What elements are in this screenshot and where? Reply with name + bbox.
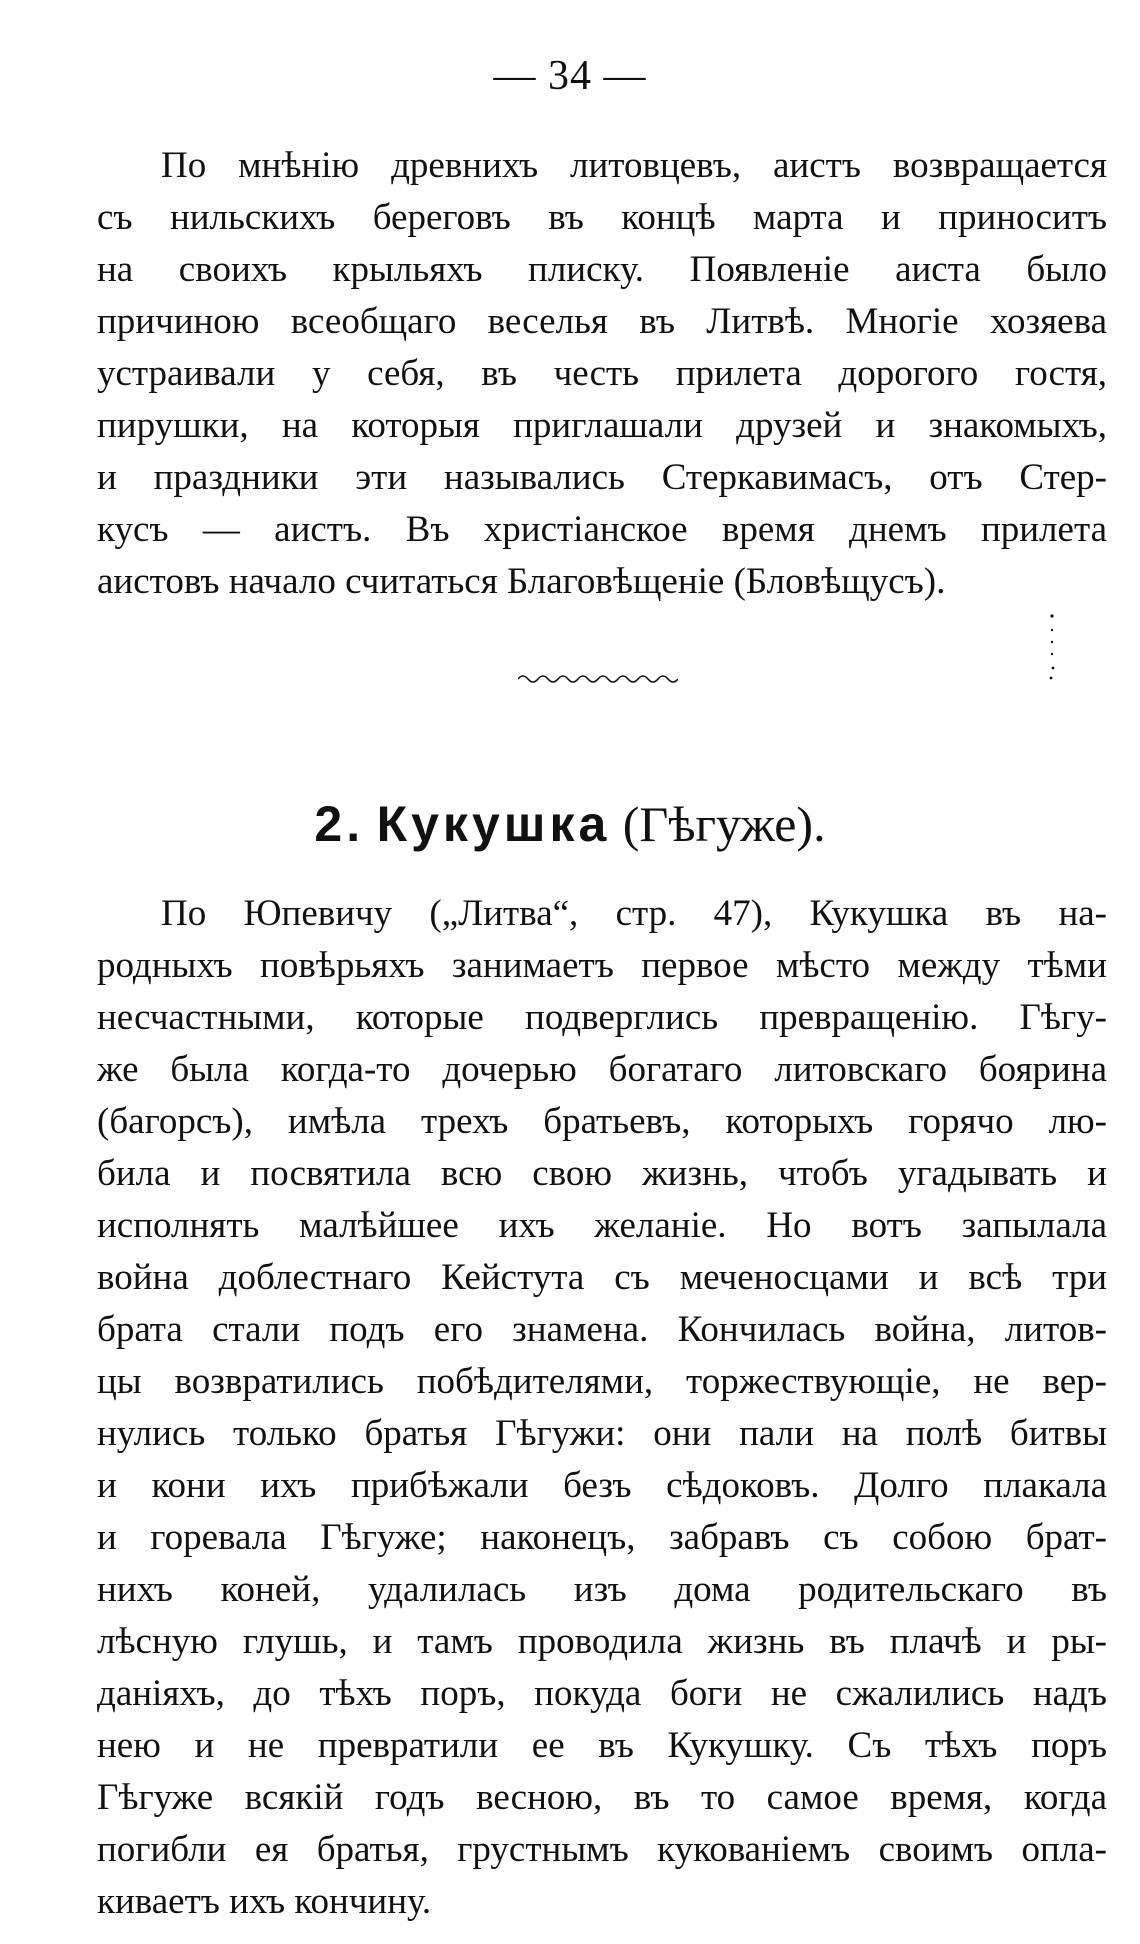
text-line: родныхъ повѣрьяхъ занимаетъ первое мѣсто между тѣми [97, 945, 1107, 986]
text-line: и кони ихъ прибѣжали безъ сѣдоковъ. Долго плакала [97, 1465, 1107, 1506]
text-line: Гѣгуже всякій годъ весною, въ то самое время, когда [97, 1777, 1107, 1818]
paragraph-storks [97, 140, 1107, 608]
text-line: съ нильскихъ береговъ въ концѣ марта и приноситъ [97, 197, 1107, 238]
text-line: устраивали у себя, въ честь прилета дорогого гостя, [97, 353, 1107, 394]
text-line: киваетъ ихъ кончину. [97, 1881, 432, 1922]
section-number: 2. [314, 796, 365, 852]
text-line: лѣсную глушь, и тамъ проводила жизнь въ плачѣ и ры- [97, 1621, 1107, 1662]
section-subtitle: (Гѣгуже). [622, 796, 826, 852]
text-line: и праздники эти назывались Стеркавимасъ, отъ Стер- [97, 457, 1107, 498]
text-line: пирушки, на которыя приглашали друзей и знакомыхъ, [97, 405, 1107, 446]
text-line: нихъ коней, удалилась изъ дома родительскаго въ [97, 1569, 1107, 1610]
text-line: била и посвятила всю свою жизнь, чтобъ угадывать и [97, 1153, 1107, 1194]
text-line: исполнять малѣйшее ихъ желаніе. Но вотъ запылала [97, 1205, 1107, 1246]
text-line: цы возвратились побѣдителями, торжествующіе, не вер- [97, 1361, 1107, 1402]
text-line: причиною всеобщаго веселья въ Литвѣ. Многіе хозяева [97, 301, 1107, 342]
text-line: война доблестнаго Кейстута съ меченосцами и всѣ три [97, 1257, 1107, 1298]
text-line: же была когда-то дочерью богатаго литовскаго боярина [97, 1049, 1107, 1090]
text-line: и горевала Гѣгуже; наконецъ, забравъ съ собою брат- [97, 1517, 1107, 1558]
print-specks [1046, 612, 1058, 682]
page-number: — 34 — [493, 53, 647, 99]
text-line: погибли ея братья, грустнымъ кукованіемъ своимъ опла- [97, 1829, 1107, 1870]
paragraph-cuckoo [97, 888, 1107, 1928]
text-line: (багорсъ), имѣла трехъ братьевъ, которыхъ горячо лю- [97, 1101, 1107, 1142]
text-line: По мнѣнію древнихъ литовцевъ, аистъ возвращается [161, 145, 1107, 186]
section-title: Кукушка [376, 796, 611, 852]
wavy-divider [518, 672, 678, 686]
text-line: нулись только братья Гѣгужи: они пали на полѣ битвы [97, 1413, 1107, 1454]
text-line: на своихъ крыльяхъ плиску. Появленіе аиста было [97, 249, 1107, 290]
text-line: аистовъ начало считаться Благовѣщеніе (Бловѣщусъ). [97, 561, 946, 602]
text-line: По Юпевичу („Литва“, стр. 47), Кукушка въ на- [161, 893, 1107, 934]
text-line: несчастными, которые подверглись превращенію. Гѣгу- [97, 997, 1107, 1038]
section-heading [0, 795, 1140, 853]
text-line: кусъ — аистъ. Въ христіанское время днемъ прилета [97, 509, 1107, 550]
text-line: нею и не превратили ее въ Кукушку. Съ тѣхъ поръ [97, 1725, 1107, 1766]
text-line: даніяхъ, до тѣхъ поръ, покуда боги не сжалились надъ [97, 1673, 1107, 1714]
text-line: брата стали подъ его знамена. Кончилась война, литов- [97, 1309, 1107, 1350]
